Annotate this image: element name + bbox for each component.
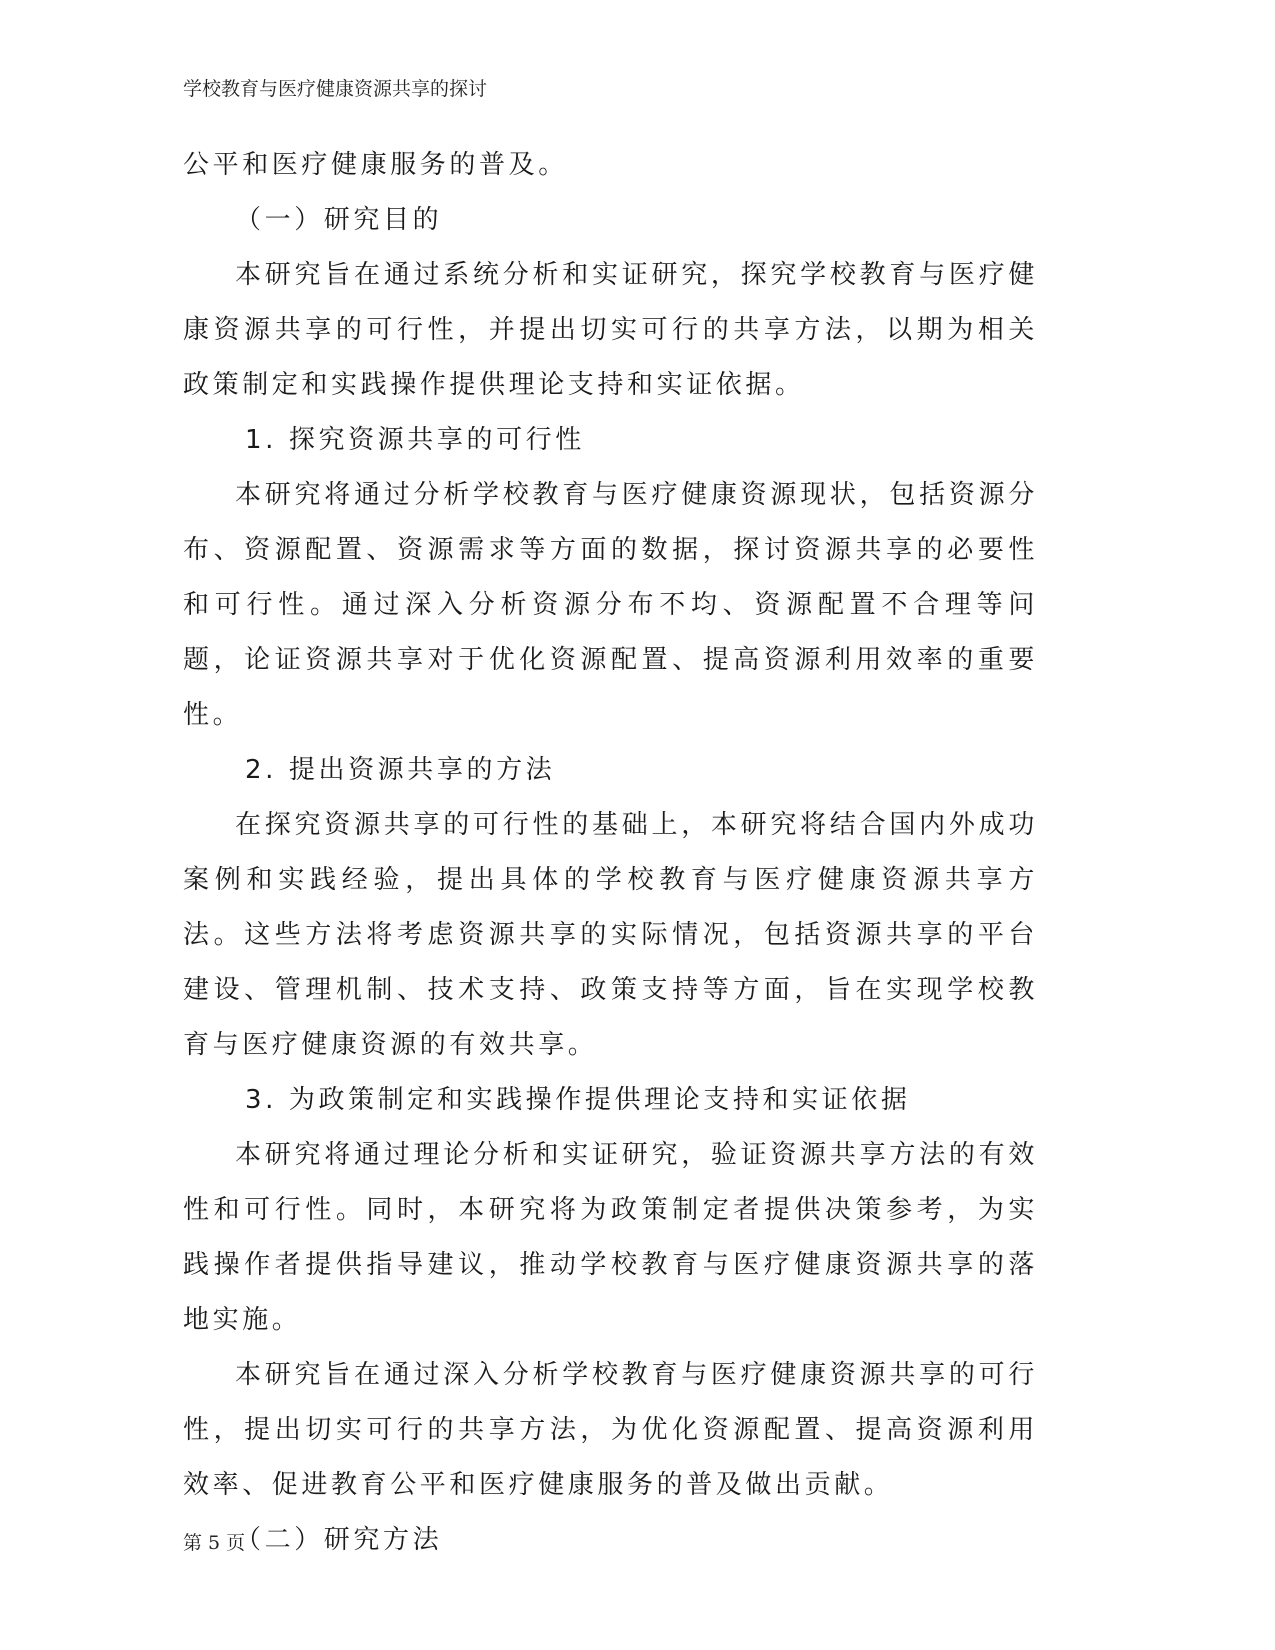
paragraph-methods-proposal: 在探究资源共享的可行性的基础上，本研究将结合国内外成功案例和实践经验，提出具体的学校教育与医疗健康资源共享方法。这些方法将考虑资源共享的实际情况，包括资源共享的平台建设、管理机制、技术支持、政策支持等方面，旨在实现学校教育与医疗健康资源的有效共享。 [183, 810, 1038, 1060]
paragraph-summary: 本研究旨在通过深入分析学校教育与医疗健康资源共享的可行性，提出切实可行的共享方法，为优化资源配置、提高资源利用效率、促进教育公平和医疗健康服务的普及做出贡献。 [183, 1360, 1038, 1500]
subheading-methods-proposal: 2. 提出资源共享的方法 [245, 755, 556, 785]
paragraph-purpose-intro: 本研究旨在通过系统分析和实证研究，探究学校教育与医疗健康资源共享的可行性，并提出切实可行的共享方法，以期为相关政策制定和实践操作提供理论支持和实证依据。 [183, 260, 1038, 400]
subheading-feasibility: 1. 探究资源共享的可行性 [245, 425, 585, 455]
section-heading-research-methods: （二）研究方法 [235, 1525, 443, 1555]
paragraph-feasibility: 本研究将通过分析学校教育与医疗健康资源现状，包括资源分布、资源配置、资源需求等方面的数据，探讨资源共享的必要性和可行性。通过深入分析资源分布不均、资源配置不合理等问题，论证资源共享对于优化资源配置、提高资源利用效率的重要性。 [183, 480, 1038, 730]
section-heading-research-purpose: （一）研究目的 [235, 205, 443, 235]
paragraph-continuation: 公平和医疗健康服务的普及。 [183, 150, 568, 180]
document-body [183, 138, 1038, 1568]
subheading-policy-support: 3. 为政策制定和实践操作提供理论支持和实证依据 [245, 1085, 911, 1115]
running-header: 学校教育与医疗健康资源共享的探讨 [183, 78, 488, 100]
page-number: 第 5 页 [183, 1532, 246, 1554]
paragraph-policy-support: 本研究将通过理论分析和实证研究，验证资源共享方法的有效性和可行性。同时，本研究将为政策制定者提供决策参考，为实践操作者提供指导建议，推动学校教育与医疗健康资源共享的落地实施。 [183, 1140, 1038, 1335]
